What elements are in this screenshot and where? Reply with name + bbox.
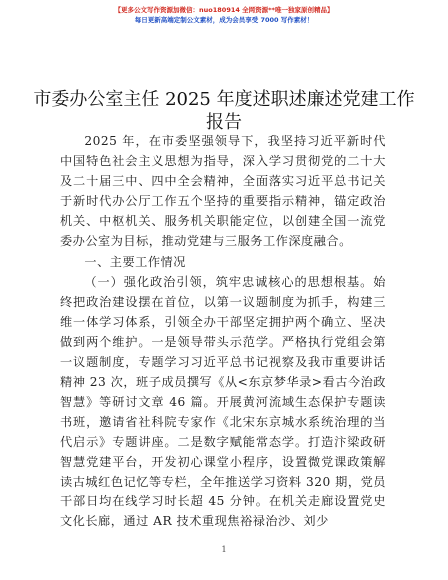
promo-line-contact: 【更多公文写作资源加微信：nuo180914 全网资源**唯一独家原创精品】	[114, 6, 334, 14]
document-title: 市委办公室主任 2025 年度述职述廉述党建工作报告	[33, 89, 415, 133]
body-paragraph: （一）强化政治引领，筑牢忠诚核心的思想根基。始终把政治建设摆在首位，以第一议题制度为抓手，构建三维一体学习体系，引领全办干部坚定拥护两个确立、坚决做到两个维护。一是领导带头示范学。严格执行党组会第一议题制度，专题学习习近平总书记视察及我市重要讲话精神 23 次，班子成员撰写《从<东京梦华录>看古今治政智慧》等研讨文章 46 篇。开展黄河流域生态保护专题读书班，邀请省社科院专家作《北宋东京城水系统治理的当代启示》专题讲座。二是数字赋能常态学。打造汴梁政研智慧党建平台，开发初心课堂小程序，设置微党课政策解读古城红色记忆等专栏，全年推送学习资料 320 期，党员干部日均在线学习时长超 45 分钟。在机关走廊设置党史文化长廊，通过 AR 技术重现焦裕禄治沙、刘少	[60, 275, 386, 529]
page-number: 1	[221, 545, 227, 554]
intro-paragraph: 2025 年，在市委坚强领导下，我坚持习近平新时代中国特色社会主义思想为指导，深入学习贯彻党的二十大及二十届三中、四中全会精神，全面落实习近平总书记关于新时代办公厅工作五个坚持的重要指示精神，锚定政治机关、中枢机关、服务机关职能定位，以创建全国一流党委办公室为目标，推动党建与三服务工作深度融合。	[60, 134, 386, 248]
document-body	[60, 132, 386, 532]
promo-banner	[0, 6, 448, 25]
section-heading: 一、主要工作情况	[84, 255, 186, 270]
promo-line-membership: 每日更新高端定制公文素材，成为会员享受 7000 写作素材！	[134, 16, 314, 24]
